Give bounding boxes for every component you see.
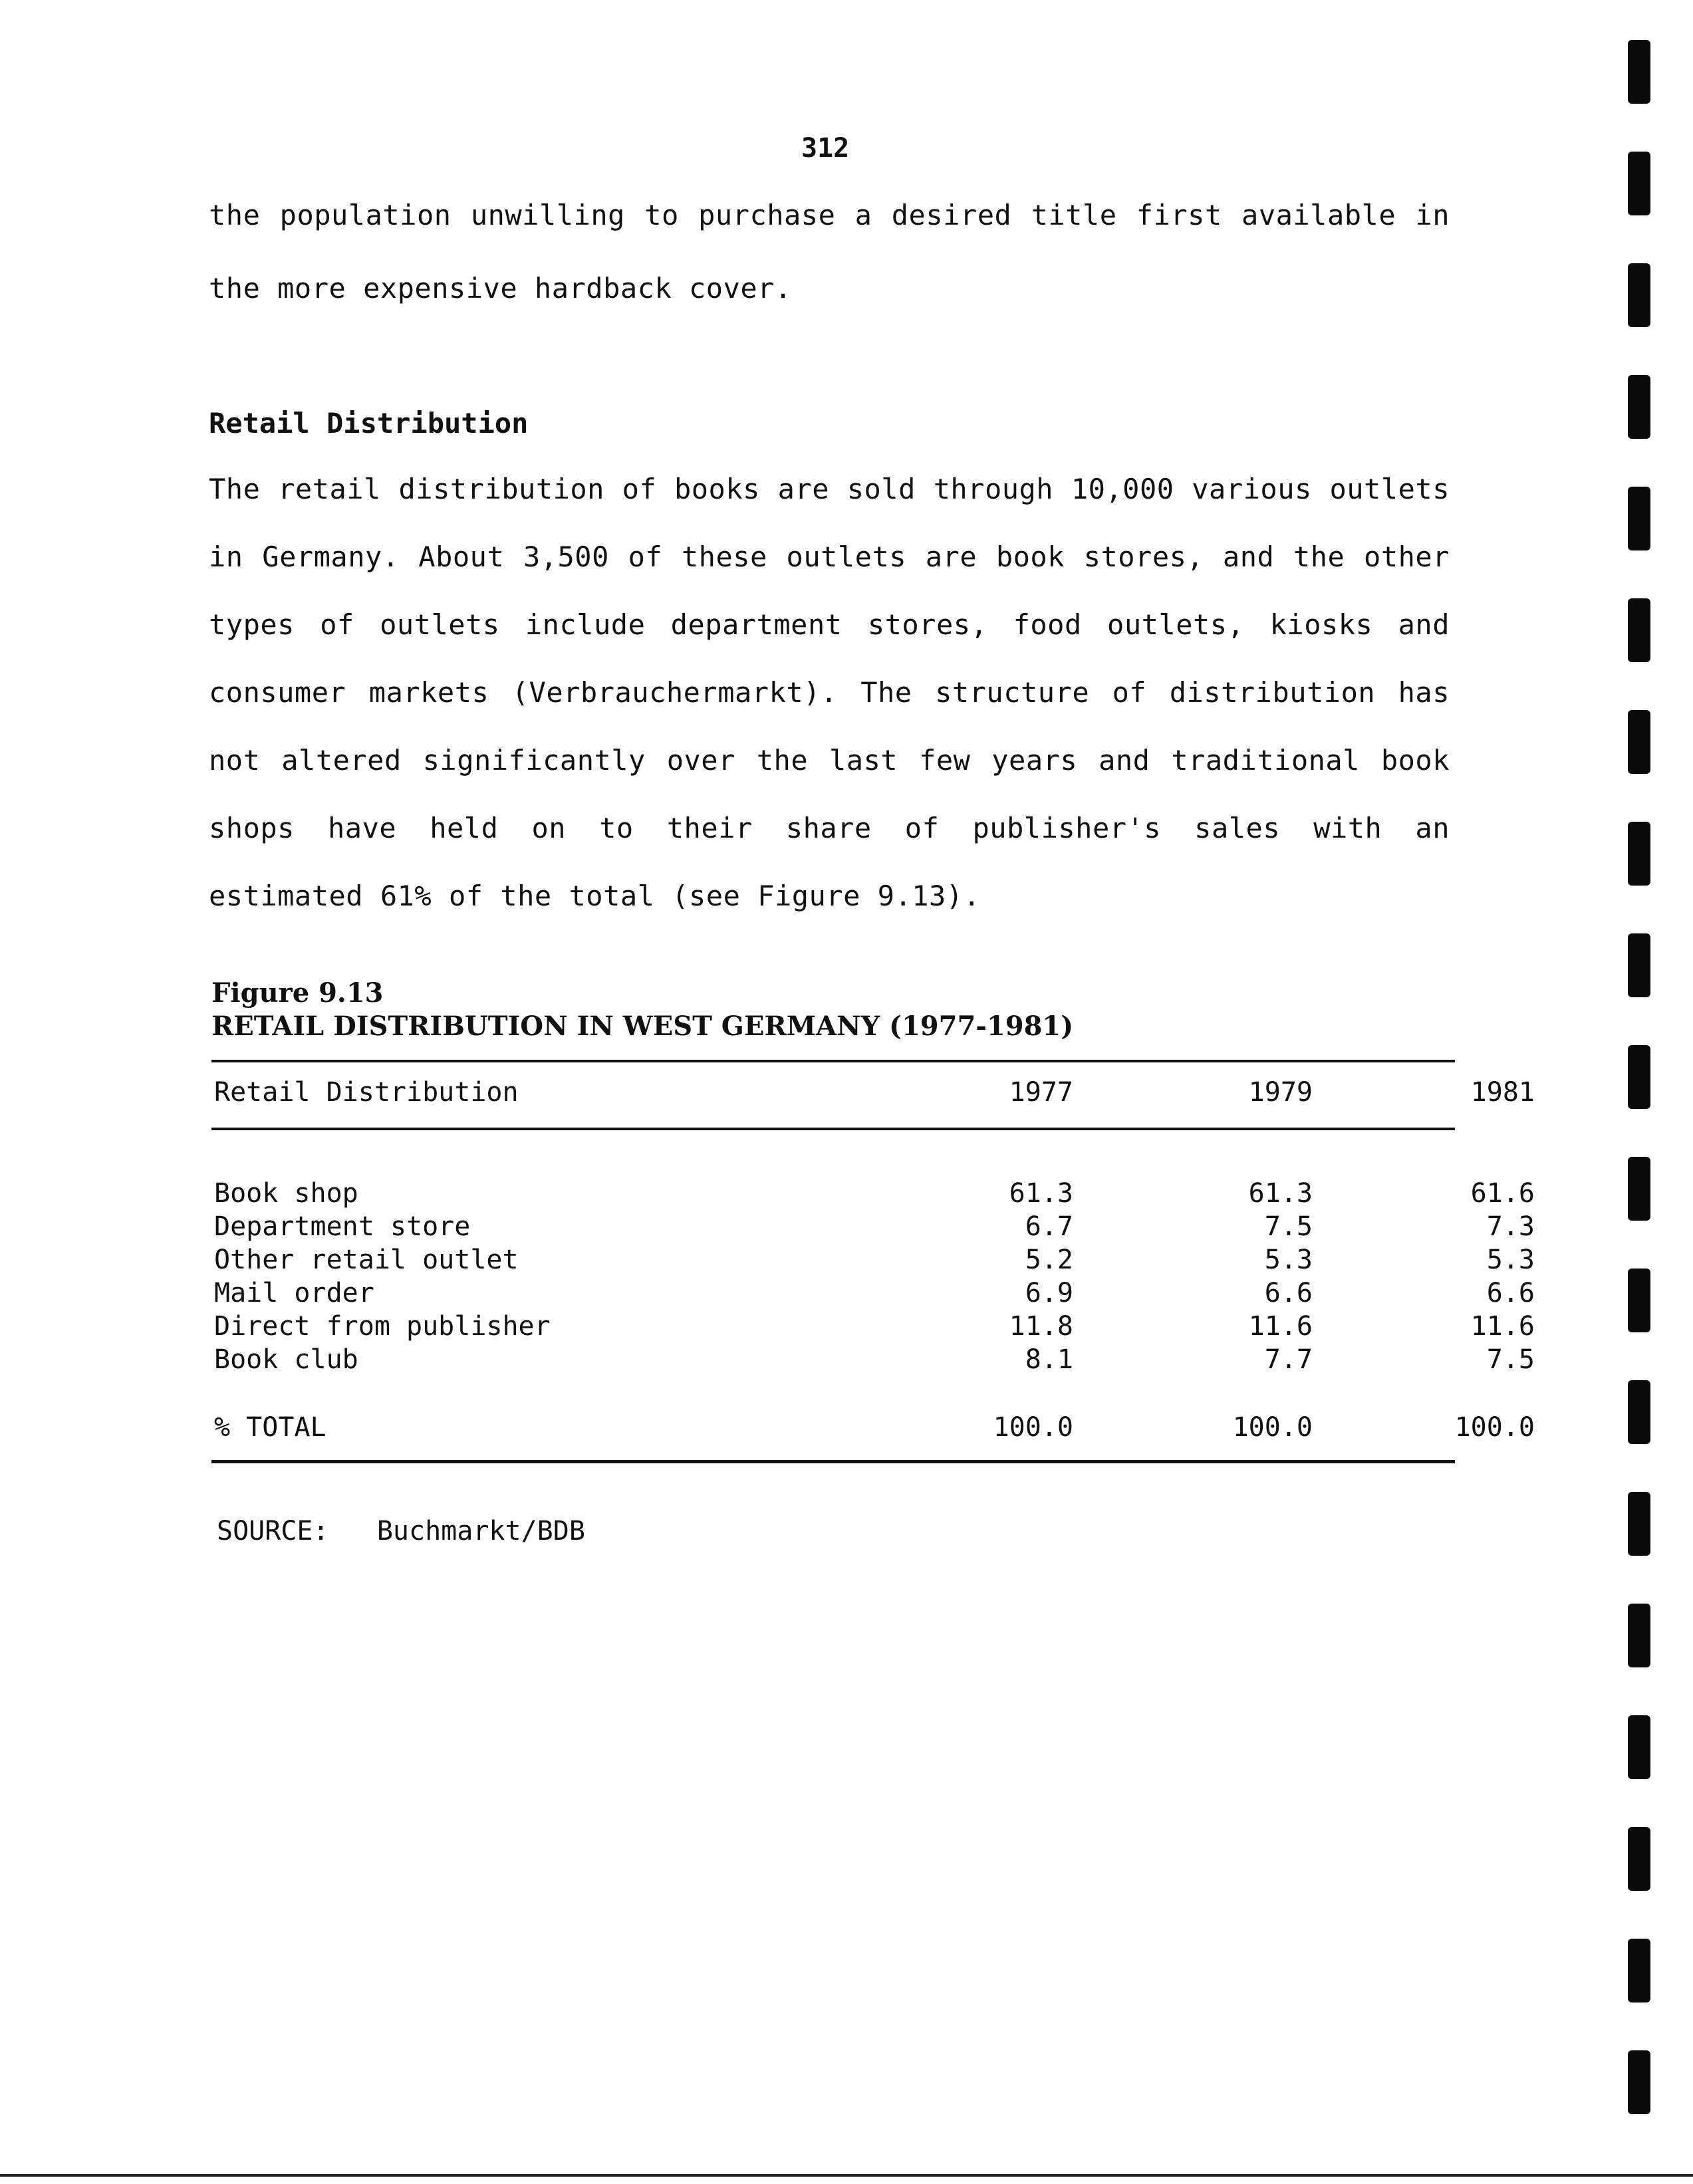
body-line-1: The retail distribution of books are sold through 10,000 various outlets xyxy=(209,473,1450,505)
binding-bar xyxy=(1628,2050,1650,2114)
binding-bar xyxy=(1628,822,1650,886)
row-label: Mail order xyxy=(214,1278,374,1308)
table-total-row xyxy=(211,1412,1535,1445)
intro-line-2: the more expensive hardback cover. xyxy=(209,272,792,304)
binding-bar xyxy=(1628,1604,1650,1667)
cell-1979: 11.6 xyxy=(1248,1311,1313,1342)
cell-1981: 61.6 xyxy=(1470,1178,1535,1209)
table-header-label: Retail Distribution xyxy=(214,1077,519,1108)
table-row xyxy=(211,1245,1535,1278)
body-line-5: not altered significantly over the last few years and traditional book xyxy=(209,744,1450,777)
binding-bar xyxy=(1628,1715,1650,1779)
table-header-year-1981: 1981 xyxy=(1470,1077,1535,1108)
binding-bar xyxy=(1628,1157,1650,1221)
table-header-rule xyxy=(211,1128,1455,1130)
row-label: Direct from publisher xyxy=(214,1311,551,1342)
row-label: Other retail outlet xyxy=(214,1245,519,1275)
table-row xyxy=(211,1311,1535,1344)
binding-bar xyxy=(1628,1939,1650,2002)
cell-1981: 5.3 xyxy=(1486,1245,1535,1275)
binding-bar xyxy=(1628,1045,1650,1109)
total-label: % TOTAL xyxy=(214,1412,326,1443)
intro-line-1: the population unwilling to purchase a desired title first available in xyxy=(209,199,1450,231)
cell-1977: 6.7 xyxy=(1025,1211,1073,1242)
binding-bar xyxy=(1628,1380,1650,1444)
table-bottom-rule xyxy=(211,1460,1455,1463)
binding-bar xyxy=(1628,1827,1650,1891)
binding-bar xyxy=(1628,1269,1650,1332)
body-line-4: consumer markets (Verbrauchermarkt). The structure of distribution has xyxy=(209,676,1450,709)
cell-1981: 7.3 xyxy=(1486,1211,1535,1242)
cell-1977: 5.2 xyxy=(1025,1245,1073,1275)
cell-1977: 6.9 xyxy=(1025,1278,1073,1308)
binding-bar xyxy=(1628,710,1650,774)
body-line-2: in Germany. About 3,500 of these outlets are book stores, and the other xyxy=(209,541,1450,573)
binding-bar xyxy=(1628,263,1650,327)
cell-1979: 5.3 xyxy=(1264,1245,1313,1275)
cell-1981: 6.6 xyxy=(1486,1278,1535,1308)
body-line-3: types of outlets include department stores, food outlets, kiosks and xyxy=(209,608,1450,641)
table-row xyxy=(211,1278,1535,1311)
source-note xyxy=(217,1516,585,1546)
table-header xyxy=(211,1077,1535,1117)
row-label: Book club xyxy=(214,1344,358,1375)
cell-1979: 61.3 xyxy=(1248,1178,1313,1209)
row-label: Department store xyxy=(214,1211,471,1242)
body-line-7: estimated 61% of the total (see Figure 9.13). xyxy=(209,880,981,912)
source-label: SOURCE: xyxy=(217,1516,329,1546)
cell-1979: 7.7 xyxy=(1264,1344,1313,1375)
cell-1979: 6.6 xyxy=(1264,1278,1313,1308)
binding-bar xyxy=(1628,152,1650,215)
binding-bar xyxy=(1628,1492,1650,1556)
page-number: 312 xyxy=(801,133,850,164)
cell-1977: 8.1 xyxy=(1025,1344,1073,1375)
cell-1981: 7.5 xyxy=(1486,1344,1535,1375)
total-1981: 100.0 xyxy=(1454,1412,1535,1443)
source-text: Buchmarkt/BDB xyxy=(376,1516,585,1546)
binding-bar xyxy=(1628,40,1650,104)
figure-title: RETAIL DISTRIBUTION IN WEST GERMANY (1977-1981) xyxy=(211,1011,1074,1042)
table-header-year-1979: 1979 xyxy=(1248,1077,1313,1108)
total-1979: 100.0 xyxy=(1232,1412,1313,1443)
total-1977: 100.0 xyxy=(993,1412,1073,1443)
page-bottom-edge xyxy=(0,2174,1693,2177)
table-row xyxy=(211,1211,1535,1245)
table-row xyxy=(211,1344,1535,1378)
section-heading: Retail Distribution xyxy=(209,407,529,439)
cell-1977: 61.3 xyxy=(1009,1178,1073,1209)
figure-label: Figure 9.13 xyxy=(211,977,384,1009)
body-line-6: shops have held on to their share of publisher's sales with an xyxy=(209,812,1450,844)
binding-bar xyxy=(1628,487,1650,550)
table-top-rule xyxy=(211,1060,1455,1062)
binding-bar xyxy=(1628,375,1650,439)
table-row xyxy=(211,1178,1535,1211)
binding-bar xyxy=(1628,933,1650,997)
cell-1981: 11.6 xyxy=(1470,1311,1535,1342)
cell-1979: 7.5 xyxy=(1264,1211,1313,1242)
binding-bar xyxy=(1628,598,1650,662)
table-header-year-1977: 1977 xyxy=(1009,1077,1073,1108)
cell-1977: 11.8 xyxy=(1009,1311,1073,1342)
row-label: Book shop xyxy=(214,1178,358,1209)
